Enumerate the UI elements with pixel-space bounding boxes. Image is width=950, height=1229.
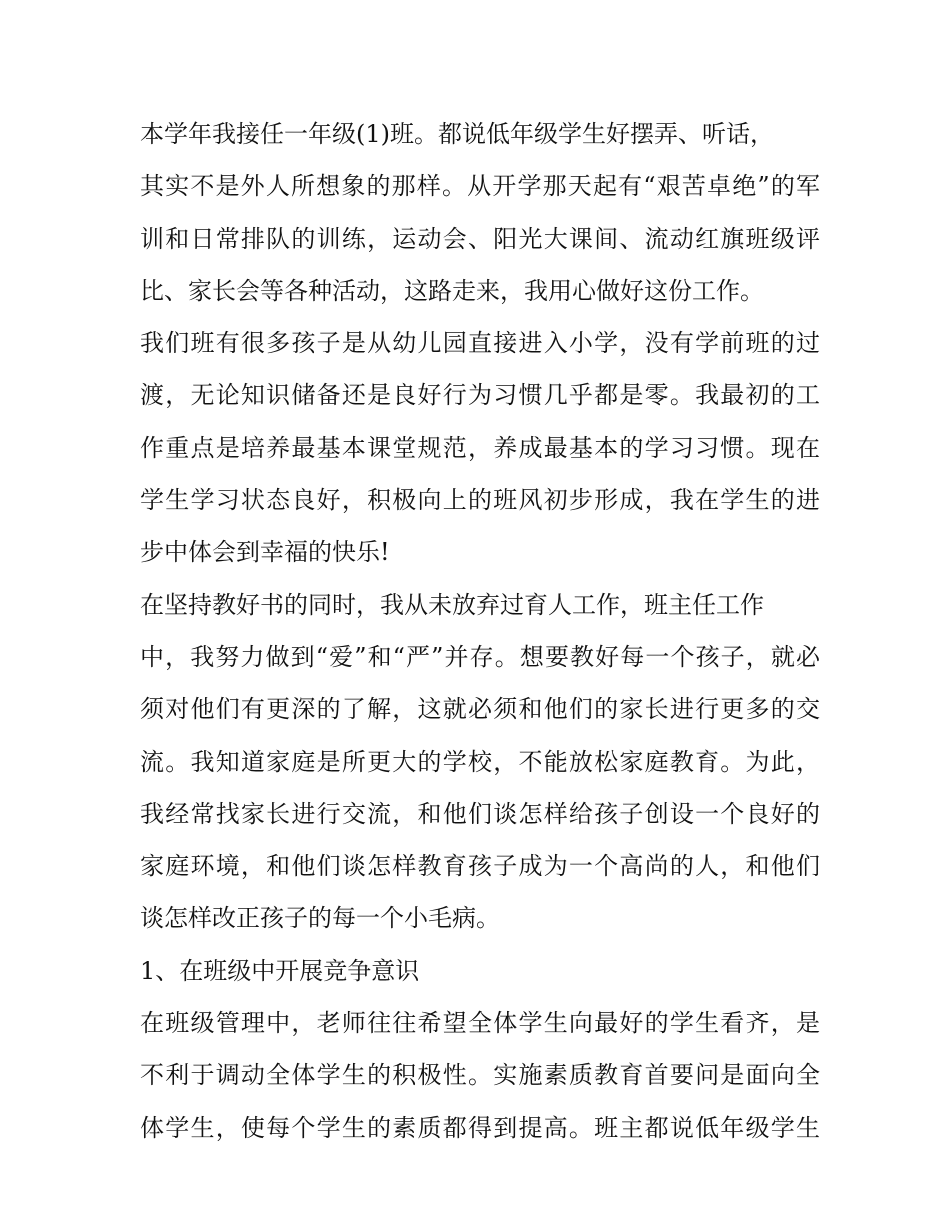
text-line: 其实不是外人所想象的那样。从开学那天起有“艰苦卓绝”的军: [140, 172, 820, 201]
text-line: 我经常找家长进行交流，和他们谈怎样给孩子创设一个良好的: [140, 799, 820, 828]
text-line: 比、家长会等各种活动，这路走来，我用心做好这份工作。: [140, 276, 764, 305]
text-line: 在班级管理中，老师往往希望全体学生向最好的学生看齐，是: [140, 1009, 820, 1038]
text-line: 作重点是培养最基本课堂规范，养成最基本的学习习惯。现在: [140, 433, 820, 462]
text-line: 学生学习状态良好，积极向上的班风初步形成，我在学生的进: [140, 486, 820, 515]
text-line: 不利于调动全体学生的积极性。实施素质教育首要问是面向全: [140, 1061, 820, 1090]
text-line: 流。我知道家庭是所更大的学校，不能放松家庭教育。为此，: [140, 747, 820, 776]
section-heading: 1、在班级中开展竞争意识: [140, 956, 420, 985]
text-line: 中，我努力做到“爱”和“严”并存。想要教好每一个孩子，就必: [140, 642, 820, 671]
text-line: 训和日常排队的训练，运动会、阳光大课间、流动红旗班级评: [140, 224, 820, 253]
body-text: [140, 110, 820, 1156]
text-line: 本学年我接任一年级(1)班。都说低年级学生好摆弄、听话，: [140, 120, 774, 148]
text-line: 谈怎样改正孩子的每一个小毛病。: [140, 904, 500, 933]
text-line: 体学生，使每个学生的素质都得到提高。班主都说低年级学生: [140, 1113, 820, 1142]
text-line: 在坚持教好书的同时，我从未放弃过育人工作，班主任工作: [140, 590, 764, 619]
text-line: 家庭环境，和他们谈怎样教育孩子成为一个高尚的人，和他们: [140, 852, 820, 881]
text-line: 步中体会到幸福的快乐!: [140, 538, 390, 567]
text-line: 渡，无论知识储备还是良好行为习惯几乎都是零。我最初的工: [140, 381, 820, 410]
text-line: 我们班有很多孩子是从幼儿园直接进入小学，没有学前班的过: [140, 329, 820, 358]
text-line: 须对他们有更深的了解，这就必须和他们的家长进行更多的交: [140, 695, 820, 724]
